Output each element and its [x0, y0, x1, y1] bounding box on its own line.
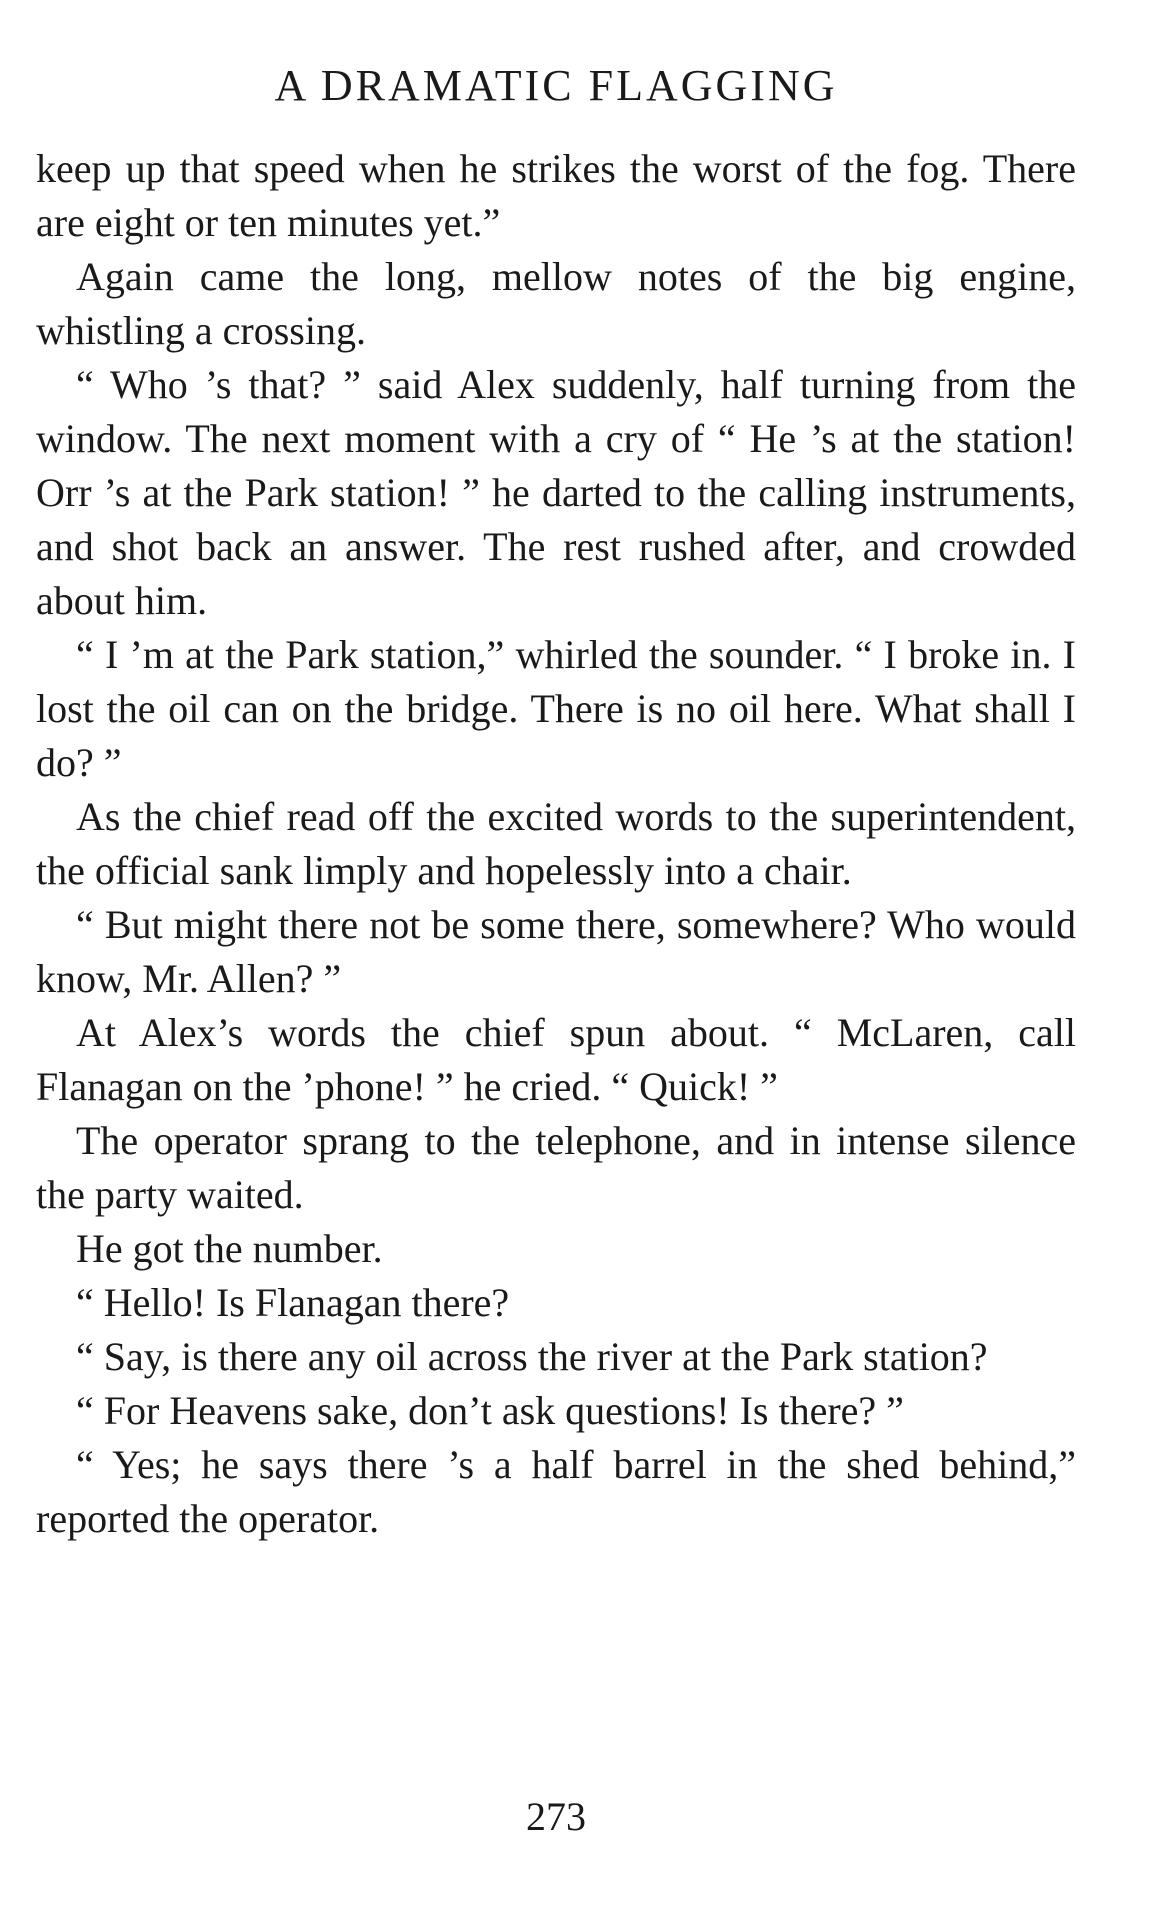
paragraph: “ Say, is there any oil across the river at the Park station? — [76, 1334, 988, 1379]
page-body — [36, 142, 1076, 1546]
book-page — [36, 0, 1076, 1905]
paragraph: At Alex’s words the chief spun about. “ McLaren, call Flanagan on the ’phone! ” he cried. “ Quick! ” — [36, 1010, 1076, 1109]
paragraph: Again came the long, mellow notes of the big engine, whistling a crossing. — [36, 254, 1076, 353]
paragraph: keep up that speed when he strikes the worst of the fog. There are eight or ten minutes yet.” — [36, 146, 1076, 245]
paragraph: “ For Heavens sake, don’t ask questions! Is there? ” — [76, 1388, 904, 1433]
paragraph: “ Who ’s that? ” said Alex suddenly, half turning from the window. The next moment with a cry of “ He ’s at the station! Orr ’s at the Park station! ” he darted to the calling instruments, and shot back an answer. The rest rushed after, and crowded about him. — [36, 362, 1076, 623]
running-title: A DRAMATIC FLAGGING — [274, 61, 838, 110]
paragraph: He got the number. — [76, 1226, 383, 1271]
paragraph: The operator sprang to the telephone, and in intense silence the party waited. — [36, 1118, 1076, 1217]
paragraph: “ Yes; he says there ’s a half barrel in the shed behind,” reported the operator. — [36, 1442, 1076, 1541]
paragraph: “ I ’m at the Park station,” whirled the sounder. “ I broke in. I lost the oil can on the bridge. There is no oil here. What shall I do? ” — [36, 632, 1076, 785]
page-number: 273 — [526, 1794, 586, 1839]
paragraph: “ But might there not be some there, somewhere? Who would know, Mr. Allen? ” — [36, 902, 1076, 1001]
paragraph: As the chief read off the excited words to the superintendent, the official sank limply and hopelessly into a chair. — [36, 794, 1076, 893]
paragraph: “ Hello! Is Flanagan there? — [76, 1280, 510, 1325]
